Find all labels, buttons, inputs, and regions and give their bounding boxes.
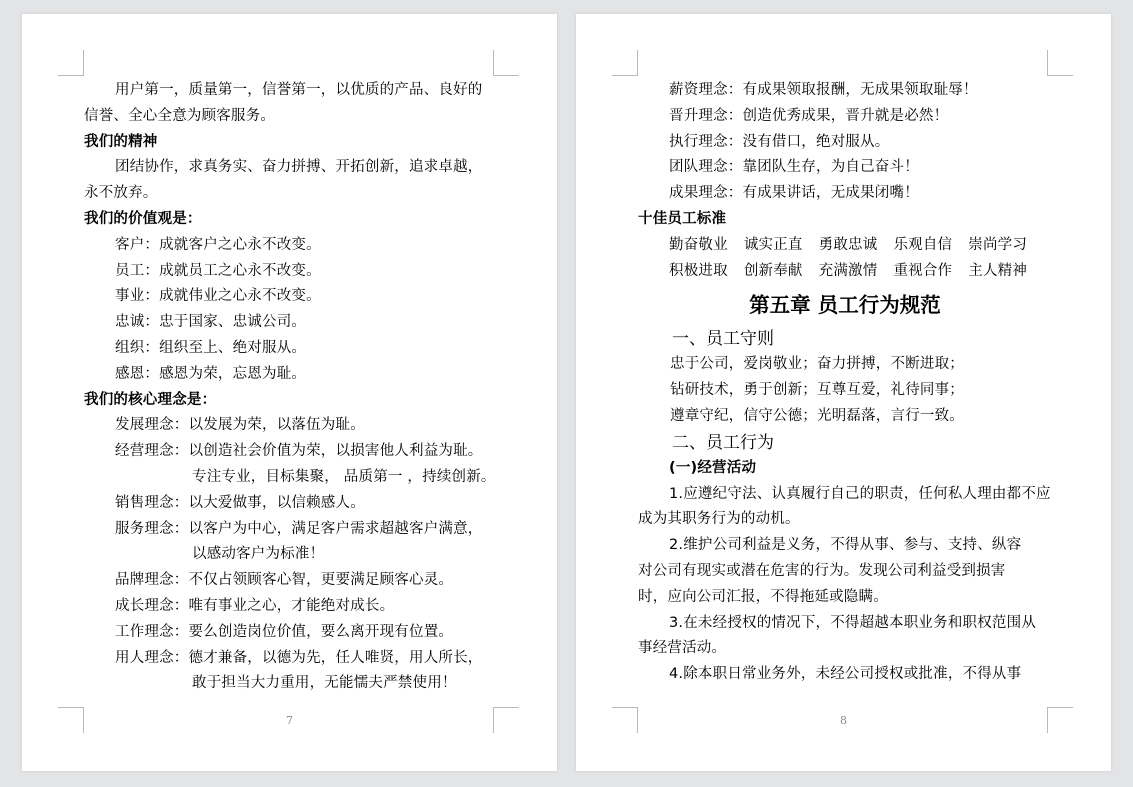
standard-item: 创新奉献 (743, 262, 803, 279)
text-line: 团队理念：靠团队生存，为自己奋斗！ (669, 159, 919, 176)
margin-corner-top-left (58, 50, 84, 76)
text-line: 忠诚：忠于国家、忠诚公司。 (115, 314, 307, 331)
text-line: 信誉、全心全意为顾客服务。 (84, 107, 276, 124)
subsection-heading: (一)经营活动 (669, 459, 757, 476)
rule-line: 忠于公司，爱岗敬业；奋力拼搏，不断进取； (670, 356, 964, 373)
page-content (84, 78, 498, 697)
heading-line: 十佳员工标准 (638, 210, 727, 227)
chapter-title: 第五章 员工行为规范 (749, 293, 941, 318)
text-line: 敢于担当大力重用，无能懦夫严禁使用！ (192, 675, 457, 692)
text-line: 员工：成就员工之心永不改变。 (115, 262, 321, 279)
text-line: 服务理念：以客户为中心，满足客户需求超越客户满意， (115, 520, 483, 537)
heading-line: 我们的核心理念是： (84, 391, 217, 408)
text-line: 团结协作，求真务实、奋力拼搏、开拓创新，追求卓越， (115, 159, 483, 176)
text-line: 4.除本职日常业务外，未经公司授权或批准，不得从事 (669, 666, 1022, 683)
heading-line: 我们的精神 (84, 133, 158, 150)
text-line: 工作理念：要么创造岗位价值，要么离开现有位置。 (115, 623, 454, 640)
standards-row (638, 259, 1052, 285)
text-line: 晋升理念：创造优秀成果，晋升就是必然！ (669, 107, 949, 124)
standard-item: 积极进取 (669, 262, 728, 279)
standard-item: 主人精神 (968, 262, 1028, 279)
text-line: 销售理念：以大爱做事，以信赖感人。 (115, 494, 365, 511)
text-line: 执行理念：没有借口，绝对服从。 (669, 133, 890, 150)
standard-item: 崇尚学习 (968, 236, 1028, 253)
text-line: 事经营活动。 (638, 640, 727, 657)
standard-item: 诚实正直 (743, 236, 803, 253)
document-page-left (22, 14, 557, 771)
text-line: 用户第一，质量第一，信誉第一，以优质的产品、良好的 (115, 82, 483, 98)
text-line: 对公司有现实或潜在危害的行为。发现公司利益受到损害 (638, 562, 1006, 579)
text-line: 用人理念：德才兼备，以德为先，任人唯贤，用人所长， (115, 649, 483, 666)
document-page-right (576, 14, 1111, 771)
text-line: 感恩：感恩为荣，忘恩为耻。 (115, 365, 307, 382)
rule-line: 钻研技术，勇于创新；互尊互爱，礼待同事； (670, 382, 964, 399)
standard-item: 重视合作 (893, 262, 953, 279)
standard-item: 勇敢忠诚 (818, 236, 878, 253)
standards-row (638, 233, 1052, 259)
standard-item: 充满激情 (818, 262, 878, 279)
text-line: 薪资理念：有成果领取报酬，无成果领取耻辱！ (669, 82, 978, 98)
page-number: 8 (840, 714, 847, 727)
margin-corner-top-right (1047, 50, 1073, 76)
text-line: 1.应遵纪守法、认真履行自己的职责，任何私人理由都不应 (669, 485, 1051, 502)
standard-item: 乐观自信 (893, 236, 953, 253)
heading-line: 我们的价值观是： (84, 210, 202, 227)
text-line: 3.在未经授权的情况下，不得超越本职业务和职权范围从 (669, 614, 1037, 631)
page-number: 7 (286, 714, 293, 727)
text-line: 永不放弃。 (84, 185, 158, 202)
text-line: 成果理念：有成果讲话，无成果闭嘴！ (669, 185, 919, 202)
text-line: 经营理念：以创造社会价值为荣，以损害他人利益为耻。 (115, 443, 483, 460)
text-line: 成为其职务行为的动机。 (638, 511, 800, 528)
rule-line: 遵章守纪，信守公德；光明磊落，言行一致。 (670, 407, 964, 424)
text-line: 发展理念：以发展为荣，以落伍为耻。 (115, 417, 365, 434)
margin-corner-top-right (493, 50, 519, 76)
margin-corner-top-left (612, 50, 638, 76)
text-line: 成长理念：唯有事业之心，才能绝对成长。 (115, 597, 395, 614)
section-heading: 一、员工守则 (672, 329, 774, 350)
text-line: 时，应向公司汇报，不得拖延或隐瞒。 (638, 588, 888, 605)
text-line: 组织：组织至上、绝对服从。 (115, 339, 307, 356)
text-line: 客户：成就客户之心永不改变。 (115, 236, 321, 253)
standard-item: 勤奋敬业 (669, 236, 728, 253)
text-line: 品牌理念：不仅占领顾客心智，更要满足顾客心灵。 (115, 572, 454, 589)
text-line: 专注专业，目标集聚， 品质第一 ，持续创新。 (192, 468, 496, 485)
text-line: 2.维护公司利益是义务，不得从事、参与、支持、纵容 (669, 537, 1022, 554)
text-line: 事业：成就伟业之心永不改变。 (115, 288, 321, 305)
text-line: 以感动客户为标准！ (192, 546, 325, 563)
page-content (638, 78, 1052, 688)
section-heading: 二、员工行为 (672, 432, 774, 453)
